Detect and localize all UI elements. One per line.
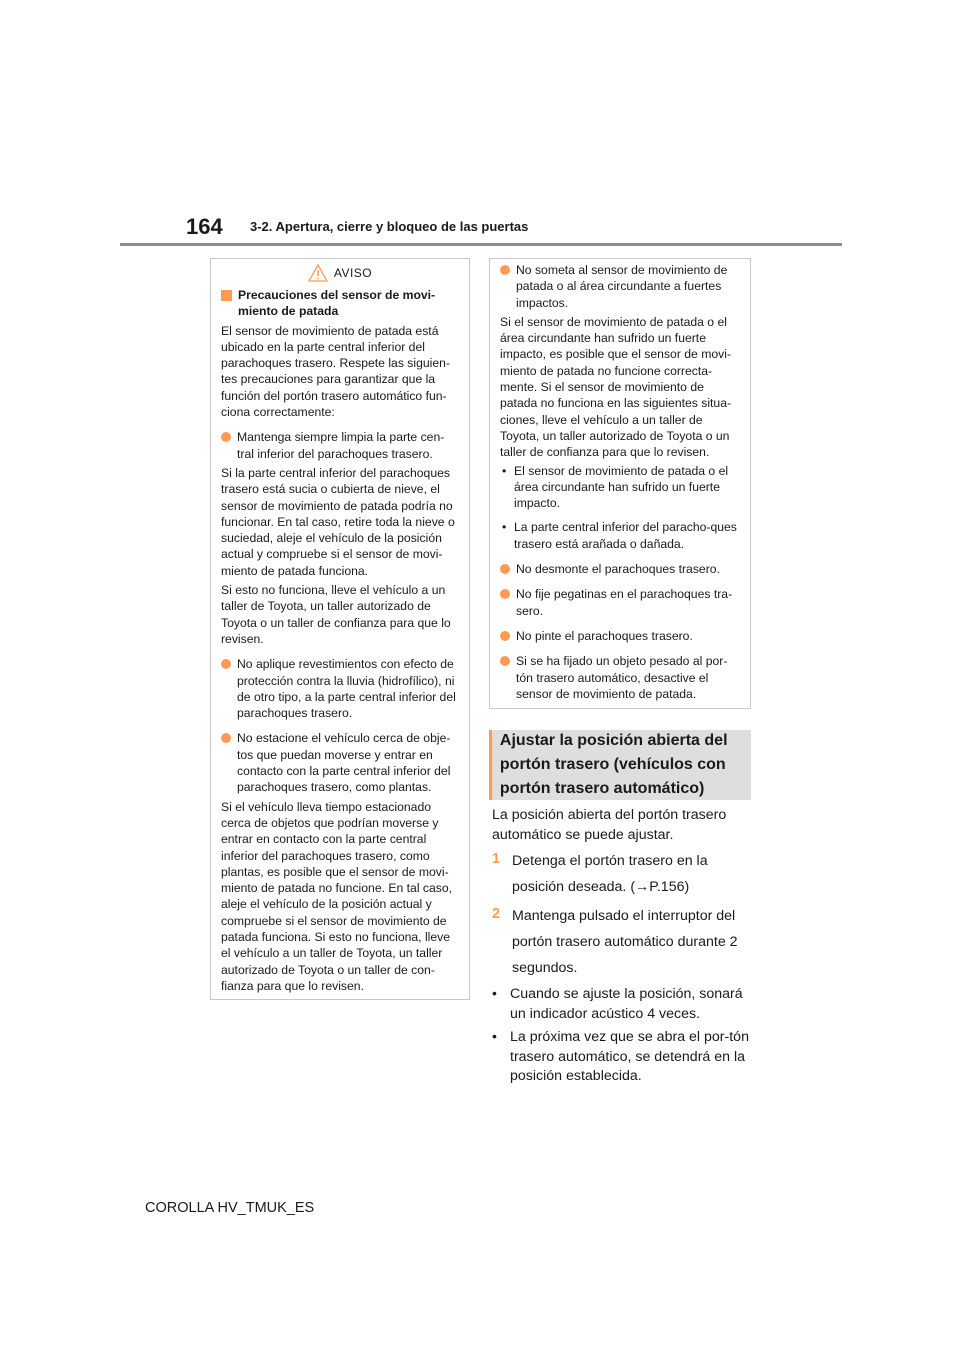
circle-bullet-icon: [221, 432, 231, 442]
step-item: [492, 906, 754, 981]
step-number: 1: [492, 851, 501, 867]
warning-bullet: [500, 628, 740, 644]
section-body: [492, 806, 754, 1087]
warning-header: [221, 259, 459, 287]
bullet-text: No aplique revestimientos con efecto de protección contra la lluvia (hidrofílico), ni de otro tipo, a la parte central inferior del parachoques trasero.: [237, 657, 456, 721]
section-title: 3-2. Apertura, cierre y bloqueo de las puertas: [250, 219, 529, 234]
warning-box-continued: [489, 258, 751, 709]
warning-box: [210, 258, 470, 1000]
bullet-text: No pinte el parachoques trasero.: [516, 628, 693, 643]
note-bullet-mark: •: [492, 985, 497, 1001]
circle-bullet-icon: [500, 265, 510, 275]
warning-paragraph: Si la parte central inferior del parachoques trasero está sucia o cubierta de nieve, el sensor de movimiento de patada podría no funcionar. En tal caso, retire toda la nieve o suciedad, aleje el vehículo de la posición actual y compruebe si el sensor de movi-miento de patada funciona.: [221, 465, 455, 578]
bullet-text: No fije pegatinas en el parachoques tra-sero.: [516, 587, 733, 618]
circle-bullet-icon: [500, 564, 510, 574]
note-item: [492, 985, 754, 1024]
page-number: 164: [186, 214, 223, 239]
section-heading-text: Ajustar la posición abierta del portón trasero (vehículos con portón trasero automático): [499, 732, 728, 797]
step-number: 2: [492, 906, 501, 922]
warning-heading-text: Precauciones del sensor de movi-miento de patada: [238, 288, 436, 319]
warning-bullet: [221, 656, 459, 721]
warning-bullet: [221, 429, 459, 462]
warning-bullet: [500, 561, 740, 577]
step-text: Detenga el portón trasero en la posición deseada. (→P.156): [512, 853, 708, 895]
section-heading: [489, 730, 751, 800]
warning-intro: El sensor de movimiento de patada está ubicado en la parte central inferior del parachoques trasero. Respete las siguien-tes precauciones para garantizar que la función del portón trasero automático fun-ciona correctamente:: [221, 323, 450, 420]
sub-bullet-text: El sensor de movimiento de patada o el área circundante han sufrido un fuerte impacto.: [514, 463, 729, 511]
sub-bullet-mark: •: [502, 463, 507, 478]
bullet-text: No desmonte el parachoques trasero.: [516, 562, 720, 577]
square-bullet-icon: [221, 290, 232, 301]
warning-label: AVISO: [333, 266, 373, 280]
step-text: Mantenga pulsado el interruptor del portón trasero automático durante 2 segundos.: [512, 908, 738, 976]
page-header: [0, 0, 960, 250]
warning-paragraph: Si esto no funciona, lleve el vehículo a un taller de Toyota, un taller autorizado de Toyota o un taller de confianza para que lo revisen.: [221, 583, 451, 646]
note-text: La próxima vez que se abra el por-tón trasero automático, se detendrá en la posición establecida.: [510, 1029, 749, 1084]
warning-paragraph: Si el sensor de movimiento de patada o el área circundante han sufrido un fuerte impacto, es posible que el sensor de movi-miento de patada no funcione correcta-mente. Si el sensor de movimiento de patada no funciona en las siguientes situa-ciones, lleve el vehículo a un taller de Toyota, un taller autorizado de Toyota o un taller de confianza para que lo revisen.: [500, 314, 732, 460]
circle-bullet-icon: [500, 589, 510, 599]
footer-model: COROLLA HV_TMUK_ES: [145, 1200, 315, 1216]
sub-bullet: [500, 463, 740, 512]
header-divider: [120, 243, 842, 246]
sub-bullet-text: La parte central inferior del paracho-ques trasero está arañada o dañada.: [514, 520, 737, 551]
note-item: [492, 1028, 754, 1087]
circle-bullet-icon: [221, 733, 231, 743]
section-intro: La posición abierta del portón trasero automático se puede ajustar.: [492, 807, 727, 843]
sub-bullet: [500, 519, 740, 552]
circle-bullet-icon: [221, 659, 231, 669]
circle-bullet-icon: [500, 631, 510, 641]
bullet-text: Si se ha fijado un objeto pesado al por-tón trasero automático, desactive el sensor de movimiento de patada.: [516, 654, 728, 701]
warning-bullet: [500, 653, 740, 702]
warning-bullet: [500, 586, 740, 619]
warning-triangle-icon: [308, 264, 328, 282]
warning-bullet: [500, 262, 740, 311]
warning-bullet: [221, 730, 459, 795]
note-bullet-mark: •: [492, 1028, 497, 1044]
bullet-text: No estacione el vehículo cerca de obje-tos que puedan moverse y entrar en contacto con la parte central inferior del parachoques trasero, como plantas.: [237, 731, 451, 795]
note-text: Cuando se ajuste la posición, sonará un indicador acústico 4 veces.: [510, 986, 743, 1022]
sub-bullet-mark: •: [502, 520, 507, 535]
warning-paragraph: Si el vehículo lleva tiempo estacionado cerca de objetos que podrían moverse y entrar en contacto con la parte central inferior del parachoques trasero, como plantas, es posible que el sensor de movi-miento de patada no funcione. En tal caso, aleje el vehículo de la posición actual y compruebe si el sensor de movimiento de patada funciona. Si esto no funciona, lleve el vehículo a un taller de Toyota, un taller autorizado de Toyota o un taller de con-fianza para que lo revisen.: [221, 799, 453, 993]
warning-heading: [221, 287, 459, 320]
bullet-text: Mantenga siempre limpia la parte cen-tral inferior del parachoques trasero.: [237, 430, 445, 461]
bullet-text: No someta al sensor de movimiento de patada o al área circundante a fuertes impactos.: [516, 263, 728, 310]
step-item: [492, 851, 754, 900]
circle-bullet-icon: [500, 656, 510, 666]
